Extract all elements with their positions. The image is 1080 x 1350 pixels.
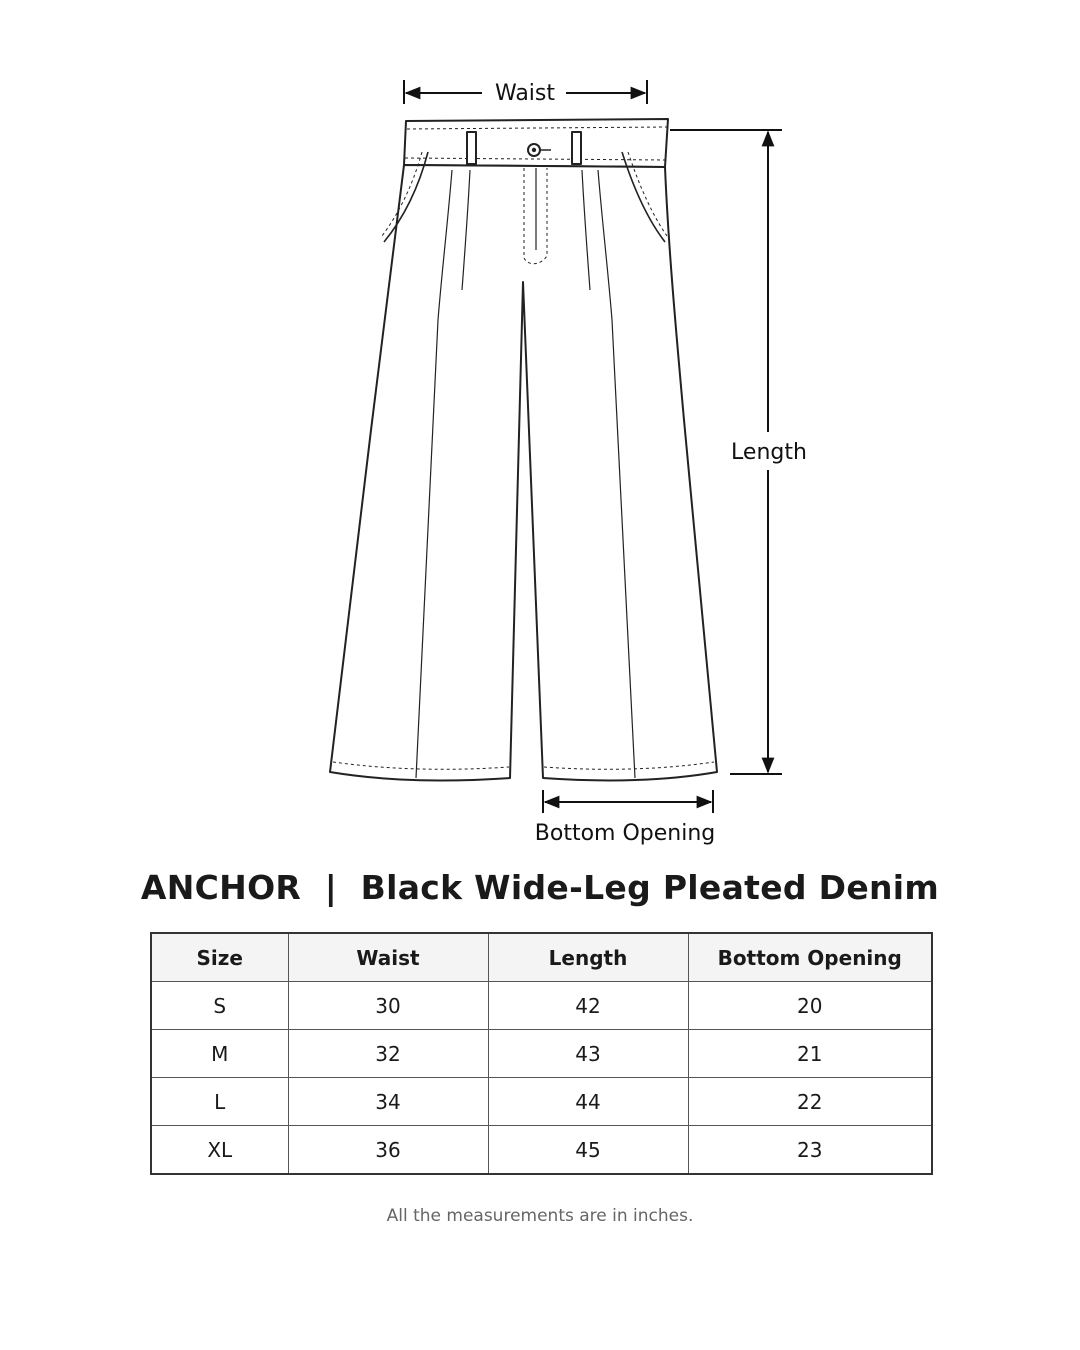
cell-length: 42 bbox=[488, 982, 688, 1030]
table-row bbox=[151, 1030, 932, 1078]
bottom-opening-dimension bbox=[543, 790, 713, 813]
table-row bbox=[151, 1126, 932, 1175]
size-chart-table bbox=[150, 932, 933, 1175]
length-label: Length bbox=[731, 440, 807, 465]
cell-size: S bbox=[151, 982, 288, 1030]
measurement-footnote: All the measurements are in inches. bbox=[386, 1206, 694, 1226]
cell-waist: 34 bbox=[288, 1078, 488, 1126]
brand-name: ANCHOR bbox=[140, 868, 302, 907]
header-bottom-opening: Bottom Opening bbox=[688, 933, 932, 982]
header-size: Size bbox=[151, 933, 288, 982]
table-header-row bbox=[151, 933, 932, 982]
cell-length: 45 bbox=[488, 1126, 688, 1175]
button-icon-center bbox=[532, 148, 536, 152]
header-waist: Waist bbox=[288, 933, 488, 982]
cell-waist: 36 bbox=[288, 1126, 488, 1175]
belt-loop bbox=[467, 132, 476, 164]
header-length: Length bbox=[488, 933, 688, 982]
product-title bbox=[0, 868, 1080, 907]
cell-bottom-opening: 23 bbox=[688, 1126, 932, 1175]
cell-waist: 32 bbox=[288, 1030, 488, 1078]
bottom-opening-label: Bottom Opening bbox=[534, 821, 716, 846]
cell-waist: 30 bbox=[288, 982, 488, 1030]
waist-label: Waist bbox=[494, 81, 556, 106]
cell-length: 44 bbox=[488, 1078, 688, 1126]
pants-outline bbox=[330, 165, 717, 780]
belt-loop bbox=[572, 132, 581, 164]
table-row bbox=[151, 982, 932, 1030]
cell-bottom-opening: 20 bbox=[688, 982, 932, 1030]
cell-size: L bbox=[151, 1078, 288, 1126]
title-separator: | bbox=[324, 868, 338, 907]
product-name: Black Wide-Leg Pleated Denim bbox=[360, 868, 940, 907]
cell-size: XL bbox=[151, 1126, 288, 1175]
cell-bottom-opening: 22 bbox=[688, 1078, 932, 1126]
cell-size: M bbox=[151, 1030, 288, 1078]
cell-length: 43 bbox=[488, 1030, 688, 1078]
table-row bbox=[151, 1078, 932, 1126]
pants-illustration bbox=[330, 119, 717, 780]
cell-bottom-opening: 21 bbox=[688, 1030, 932, 1078]
